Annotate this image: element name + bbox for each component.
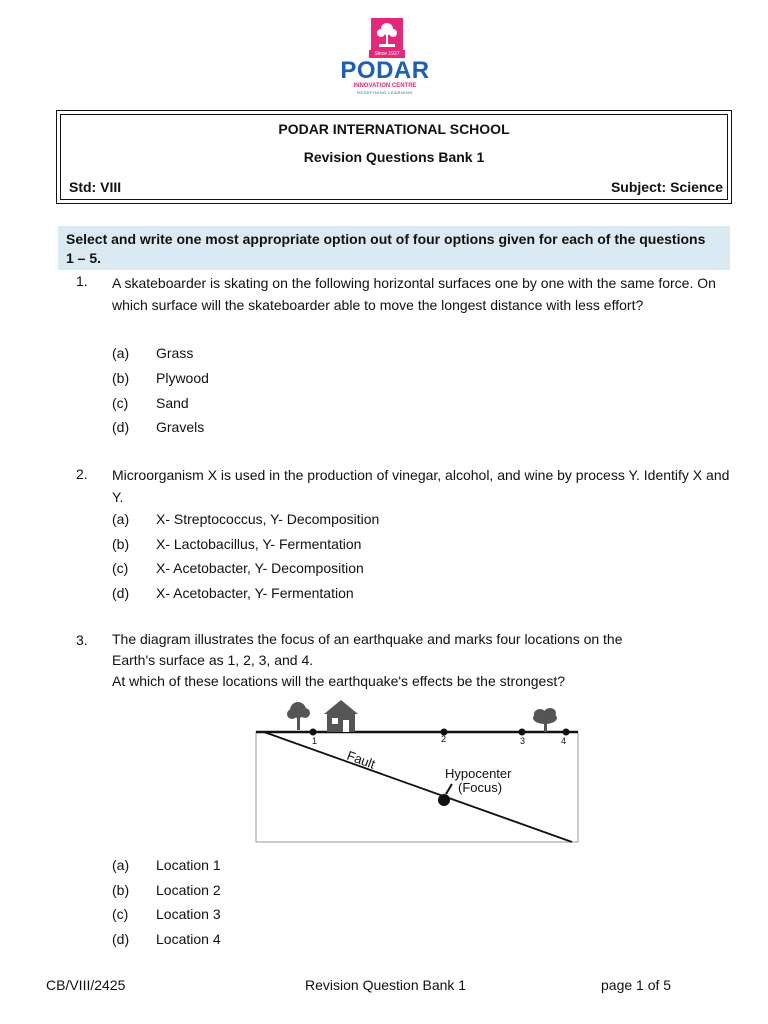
option-label: (c): [112, 906, 129, 922]
option-text: Sand: [156, 395, 189, 411]
logo-name: PODAR: [340, 57, 430, 84]
option-text: Plywood: [156, 370, 209, 386]
option-text: X- Acetobacter, Y- Decomposition: [156, 560, 364, 576]
location-point: [519, 729, 526, 736]
logo-subtitle: INNOVATION CENTRE: [353, 83, 417, 89]
header-box: [56, 110, 732, 204]
hypocenter-dot: [438, 794, 450, 806]
option-label: (b): [112, 370, 130, 386]
option-label: (b): [112, 536, 130, 552]
option-text: Location 3: [156, 906, 221, 922]
option-label: (a): [112, 857, 130, 873]
question-text: Microorganism X is used in the production of vinegar, alcohol, and wine by process Y. Identify X and Y.: [112, 467, 730, 505]
option-label: (d): [112, 585, 130, 601]
option-text: X- Lactobacillus, Y- Fermentation: [156, 536, 362, 552]
question-number: 1.: [76, 273, 88, 289]
instruction-band: [58, 226, 730, 270]
option-label: (d): [112, 931, 130, 947]
question-text-line: Earth's surface as 1, 2, 3, and 4.: [112, 652, 314, 668]
option-label: (c): [112, 395, 129, 411]
earthquake-diagram: [254, 696, 580, 844]
logo-since: Since 1927: [369, 50, 405, 58]
focus-label: (Focus): [458, 780, 503, 795]
option-label: (a): [112, 345, 130, 361]
logo-tagline: REDEFINING LEARNING: [357, 90, 413, 95]
question-text-line: The diagram illustrates the focus of an earthquake and marks four locations on the: [112, 631, 623, 647]
location-label: 1: [312, 736, 318, 746]
tree-icon: [287, 702, 310, 730]
location-label: 2: [441, 734, 447, 744]
logo-tree-icon: [371, 18, 403, 52]
location-label: 3: [520, 736, 526, 746]
option-text: X- Acetobacter, Y- Fermentation: [156, 585, 354, 601]
hypocenter-label: Hypocenter: [445, 766, 512, 781]
option-label: (c): [112, 560, 129, 576]
option-text: Grass: [156, 345, 194, 361]
option-text: Location 2: [156, 882, 221, 898]
option-text: Location 4: [156, 931, 221, 947]
tree-icon: [533, 708, 557, 732]
question-text: A skateboarder is skating on the following horizontal surfaces one by one with the same force. On which surface will the skateboarder able to move the longest distance with less effort?: [112, 275, 716, 313]
question-number: 3.: [76, 632, 88, 648]
header-inner-border: [60, 114, 728, 200]
location-label: 4: [561, 736, 567, 746]
standard-label: Std: VIII: [69, 179, 122, 195]
house-icon: [324, 700, 358, 732]
school-name: PODAR INTERNATIONAL SCHOOL: [278, 121, 510, 137]
school-logo: [335, 14, 435, 98]
question-text-line: At which of these locations will the earthquake's effects be the strongest?: [112, 673, 566, 689]
option-text: X- Streptococcus, Y- Decomposition: [156, 511, 380, 527]
footer-title: Revision Question Bank 1: [305, 977, 467, 993]
fault-label: Fault: [344, 747, 378, 772]
footer-code: CB/VIII/2425: [46, 977, 126, 993]
location-point: [310, 729, 317, 736]
option-label: (b): [112, 882, 130, 898]
option-label: (d): [112, 419, 130, 435]
option-text: Gravels: [156, 419, 205, 435]
option-text: Location 1: [156, 857, 221, 873]
instruction-text: Select and write one most appropriate option out of four options given for each of the questions 1 – 5.: [66, 231, 706, 266]
question-number: 2.: [76, 466, 88, 482]
bank-title: Revision Questions Bank 1: [303, 149, 485, 165]
location-point: [563, 729, 570, 736]
subject-label: Subject: Science: [610, 179, 723, 195]
footer-page: page 1 of 5: [601, 977, 672, 993]
option-label: (a): [112, 511, 130, 527]
